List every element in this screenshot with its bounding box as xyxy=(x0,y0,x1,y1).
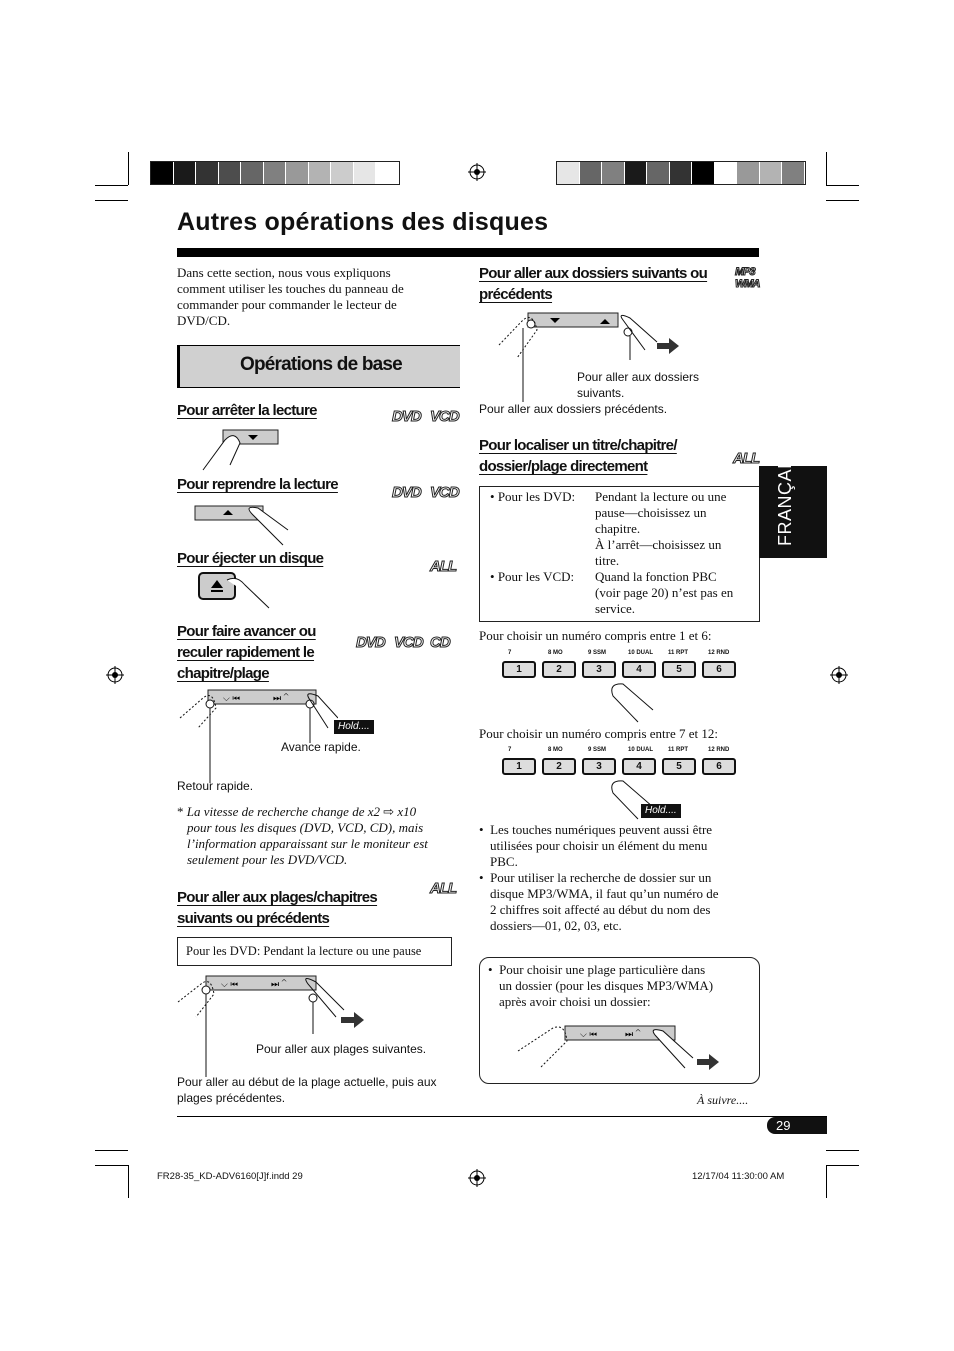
crop-mark xyxy=(95,200,128,201)
dvd-bullet: • Pour les DVD: xyxy=(490,489,576,504)
color-swatch xyxy=(309,162,332,184)
number-key-4[interactable]: 4 xyxy=(622,661,656,678)
eject-button-illustration xyxy=(197,570,277,610)
color-calibration-bar xyxy=(556,161,806,185)
number-key-3[interactable]: 3 xyxy=(582,758,616,775)
vcd-bullet: • Pour les VCD: xyxy=(490,569,575,584)
color-swatch xyxy=(376,162,399,184)
heading-ff-3: chapitre/plage xyxy=(177,665,269,682)
prev-track-caption-1: Pour aller au début de la plage actuelle, puis aux xyxy=(177,1075,437,1089)
hold-badge: Hold.... xyxy=(334,720,374,734)
color-swatch xyxy=(670,162,693,184)
heading-stop: Pour arrêter la lecture xyxy=(177,402,317,419)
dvd-badge: DVD xyxy=(392,408,421,425)
color-swatch xyxy=(219,162,242,184)
key-sub-label: 12 RND xyxy=(708,747,730,753)
number-key-3[interactable]: 3 xyxy=(582,661,616,678)
track-in-folder-text: • Pour choisir une plage particulière dans un dossier (pour les disques MP3/WMA) après avoir choisi un dossier: xyxy=(488,962,714,1009)
heading-folders-1: Pour aller aux dossiers suivants ou xyxy=(479,265,708,282)
color-swatch xyxy=(151,162,174,184)
vcd-badge: VCD xyxy=(394,634,423,651)
color-swatch xyxy=(625,162,648,184)
color-calibration-bar xyxy=(150,161,400,185)
footer-rule xyxy=(177,1116,827,1117)
svg-text:⏭ ⌃: ⏭ ⌃ xyxy=(273,693,289,703)
color-swatch xyxy=(782,162,805,184)
number-key-2[interactable]: 2 xyxy=(542,758,576,775)
finger-icon xyxy=(608,678,658,723)
crop-mark xyxy=(95,185,128,186)
title-rule xyxy=(177,248,759,257)
key-sub-label: 11 RPT xyxy=(668,650,689,656)
dvd-badge: DVD xyxy=(356,634,385,651)
ff-rewind-caption: Retour rapide. xyxy=(177,779,254,793)
registration-mark-icon xyxy=(830,666,848,684)
page-number: 29 xyxy=(776,1118,791,1133)
ff-forward-caption: Avance rapide. xyxy=(281,740,361,754)
color-swatch xyxy=(760,162,783,184)
color-swatch xyxy=(264,162,287,184)
crop-mark xyxy=(826,1165,859,1166)
crop-mark xyxy=(95,1150,128,1151)
heading-eject: Pour éjecter un disque xyxy=(177,550,324,567)
number-keys-row xyxy=(500,650,740,680)
hold-badge: Hold.... xyxy=(641,804,681,818)
speed-note: * La vitesse de recherche change de x2 ⇨ x10 pour tous les disques (DVD, VCD, CD), mais l’information apparaissant sur le moniteur est seulement pour les DVD/VCD. xyxy=(177,804,428,867)
heading-next-1: Pour aller aux plages/chapitres xyxy=(177,889,378,906)
cd-badge: CD xyxy=(430,634,450,651)
dvd-badge: DVD xyxy=(392,484,421,501)
key-sub-label: 8 MO xyxy=(548,650,563,656)
language-tab xyxy=(759,450,827,558)
folders-prev-caption: Pour aller aux dossiers précédents. xyxy=(479,402,668,416)
color-swatch xyxy=(737,162,760,184)
heading-locate-2: dossier/plage directement xyxy=(479,458,648,475)
all-badge: ALL xyxy=(733,450,760,467)
key-sub-label: 10 DUAL xyxy=(628,747,654,753)
svg-text:⌵ ⏮: ⌵ ⏮ xyxy=(580,1029,597,1039)
key-sub-label: 7 xyxy=(508,747,512,753)
prev-track-caption-2: plages précédentes. xyxy=(177,1091,286,1105)
color-swatch xyxy=(602,162,625,184)
section-heading-box xyxy=(177,345,460,388)
crop-mark xyxy=(826,1150,859,1151)
color-swatch xyxy=(241,162,264,184)
color-swatch xyxy=(580,162,603,184)
dvd-condition-box: Pour les DVD: Pendant la lecture ou une pause xyxy=(177,937,452,966)
dvd-text: Pendant la lecture ou une pause—choisissez un chapitre. À l’arrêt—choisissez un titre. xyxy=(595,489,727,568)
all-badge: ALL xyxy=(430,880,457,897)
key-sub-label: 7 xyxy=(508,650,512,656)
key-sub-label: 11 RPT xyxy=(668,747,689,753)
vcd-badge: VCD xyxy=(430,484,459,501)
color-swatch xyxy=(331,162,354,184)
heading-folders-2: précédents xyxy=(479,286,553,303)
svg-text:⏭ ⌃: ⏭ ⌃ xyxy=(271,979,287,989)
folders-next-caption-2: suivants. xyxy=(577,386,625,400)
number-key-4[interactable]: 4 xyxy=(622,758,656,775)
crop-mark xyxy=(826,1165,827,1198)
number-key-6[interactable]: 6 xyxy=(702,661,736,678)
crop-mark xyxy=(826,185,859,186)
color-swatch xyxy=(196,162,219,184)
number-key-1[interactable]: 1 xyxy=(502,758,536,775)
crop-mark xyxy=(95,1165,128,1166)
crop-mark xyxy=(128,152,129,185)
vcd-text: Quand la fonction PBC (voir page 20) n’est pas en service. xyxy=(595,569,734,616)
color-swatch xyxy=(692,162,715,184)
number-key-5[interactable]: 5 xyxy=(662,661,696,678)
heading-locate-1: Pour localiser un titre/chapitre/ xyxy=(479,437,677,454)
all-badge: ALL xyxy=(430,558,457,575)
color-swatch xyxy=(715,162,738,184)
heading-ff-1: Pour faire avancer ou xyxy=(177,623,316,640)
number-keys-row xyxy=(500,747,740,777)
key-sub-label: 9 SSM xyxy=(588,747,607,753)
page-title: Autres opérations des disques xyxy=(177,208,549,236)
color-swatch xyxy=(557,162,580,184)
crop-mark xyxy=(826,152,827,185)
color-swatch xyxy=(647,162,670,184)
key-sub-label: 12 RND xyxy=(708,650,730,656)
color-swatch xyxy=(174,162,197,184)
footer-date: 12/17/04 11:30:00 AM xyxy=(692,1171,785,1182)
key-sub-label: 8 MO xyxy=(548,747,563,753)
footer-file: FR28-35_KD-ADV6160[J]f.indd 29 xyxy=(157,1171,303,1182)
number-key-5[interactable]: 5 xyxy=(662,758,696,775)
registration-mark-icon xyxy=(468,163,486,181)
key-sub-label: 9 SSM xyxy=(588,650,607,656)
next-track-caption: Pour aller aux plages suivantes. xyxy=(256,1042,427,1056)
folders-next-caption-1: Pour aller aux dossiers xyxy=(577,370,700,384)
key-sub-label: 10 DUAL xyxy=(628,650,654,656)
continue-label: À suivre.... xyxy=(697,1093,749,1107)
svg-text:⌵ ⏮: ⌵ ⏮ xyxy=(223,693,240,703)
bullet-list: • Les touches numériques peuvent aussi être utilisées pour choisir un élément du menu PBC. • Pour utiliser la recherche de dossier sur un disque MP3/WMA, il faut qu’un numéro de 2 chiffres soit affecté au début du nom des dossiers—01, 02, 03, etc. xyxy=(479,822,719,933)
vcd-badge: VCD xyxy=(430,408,459,425)
svg-text:⌵ ⏮: ⌵ ⏮ xyxy=(221,979,238,989)
next-prev-illustration xyxy=(176,972,366,1077)
mp3-wma-badge: MP3 WMA xyxy=(735,266,760,290)
page-number-tab xyxy=(767,1117,827,1134)
intro-paragraph: Dans cette section, nous vous expliquons comment utiliser les touches du panneau de commander pour commander le lecteur de DVD/CD. xyxy=(177,265,404,328)
color-swatch xyxy=(286,162,309,184)
heading-next-2: suivants ou précédents xyxy=(177,910,330,927)
choose-1-6-caption: Pour choisir un numéro compris entre 1 et 6: xyxy=(479,628,712,643)
section-heading: Opérations de base xyxy=(240,354,402,375)
registration-mark-icon xyxy=(106,666,124,684)
number-key-6[interactable]: 6 xyxy=(702,758,736,775)
registration-mark-icon xyxy=(468,1169,486,1187)
heading-ff-2: reculer rapidement le xyxy=(177,644,315,661)
track-in-folder-illustration xyxy=(515,1023,725,1083)
color-swatch xyxy=(354,162,377,184)
number-key-2[interactable]: 2 xyxy=(542,661,576,678)
number-key-1[interactable]: 1 xyxy=(502,661,536,678)
crop-mark xyxy=(128,1165,129,1198)
crop-mark xyxy=(826,200,859,201)
svg-text:⏭ ⌃: ⏭ ⌃ xyxy=(625,1029,641,1039)
resume-button-illustration xyxy=(193,500,293,550)
ff-rew-illustration xyxy=(178,688,338,788)
stop-button-illustration xyxy=(195,425,285,475)
language-tab-label: FRANÇAIS xyxy=(775,450,795,546)
heading-resume: Pour reprendre la lecture xyxy=(177,476,338,493)
choose-7-12-caption: Pour choisir un numéro compris entre 7 et 12: xyxy=(479,726,719,741)
